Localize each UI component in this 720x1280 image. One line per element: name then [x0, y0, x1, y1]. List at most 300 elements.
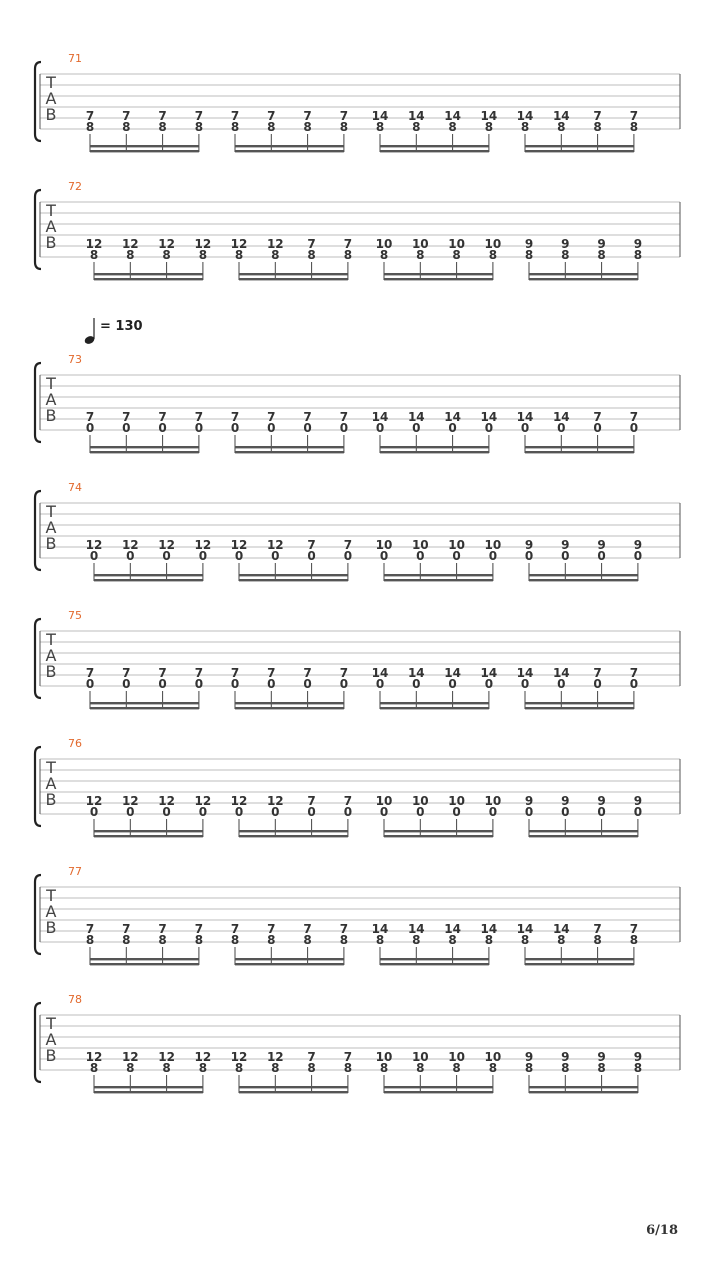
- tab-letter: A: [45, 1030, 57, 1049]
- fret-number: 0: [162, 549, 171, 563]
- fret-number: 12: [194, 1050, 212, 1064]
- fret-number: 0: [122, 677, 131, 691]
- fret-number: 0: [375, 677, 385, 691]
- fret-number: 9: [524, 237, 534, 251]
- fret-number: 0: [524, 805, 534, 819]
- beam: [94, 835, 203, 837]
- fret-number: 7: [303, 922, 312, 936]
- tab-system: [35, 481, 680, 581]
- fret-number: 14: [516, 922, 534, 936]
- fret-number: 8: [597, 248, 606, 262]
- fret-number: 8: [122, 120, 131, 134]
- beam: [239, 1086, 348, 1088]
- fret-number: 9: [597, 1050, 606, 1064]
- fret-number: 0: [561, 805, 570, 819]
- fret-number: 7: [85, 410, 95, 424]
- tab-letter: B: [45, 1046, 57, 1065]
- fret-number: 9: [633, 1050, 643, 1064]
- measure-number: 73: [68, 353, 82, 366]
- beam: [235, 446, 344, 448]
- fret-number: 0: [629, 677, 639, 691]
- measure-number: 78: [68, 993, 82, 1006]
- beam: [525, 150, 634, 152]
- fret-number: 8: [375, 933, 385, 947]
- fret-number: 7: [158, 666, 167, 680]
- beam: [90, 963, 199, 965]
- fret-number: 8: [339, 933, 349, 947]
- beam: [235, 451, 344, 453]
- beam: [90, 150, 199, 152]
- beam: [384, 278, 493, 280]
- fret-number: 0: [85, 421, 95, 435]
- fret-number: 7: [267, 666, 276, 680]
- fret-number: 7: [629, 922, 639, 936]
- fret-number: 7: [194, 922, 204, 936]
- tab-letter: A: [45, 902, 57, 921]
- fret-number: 0: [89, 549, 99, 563]
- fret-number: 9: [633, 794, 643, 808]
- beam: [235, 963, 344, 965]
- fret-number: 7: [158, 922, 167, 936]
- beam: [380, 451, 489, 453]
- tab-letter: B: [45, 918, 57, 937]
- fret-number: 7: [339, 666, 349, 680]
- fret-number: 8: [452, 1061, 461, 1075]
- fret-number: 0: [158, 677, 167, 691]
- fret-number: 12: [121, 538, 139, 552]
- fret-number: 0: [597, 805, 606, 819]
- fret-number: 7: [303, 109, 312, 123]
- fret-number: 12: [158, 538, 175, 552]
- tab-letter: B: [45, 406, 57, 425]
- tab-letter: T: [46, 630, 56, 649]
- tab-system: [35, 865, 680, 965]
- tab-letter: B: [45, 790, 57, 809]
- page-number: 6/18: [646, 1223, 678, 1238]
- fret-number: 7: [307, 538, 316, 552]
- tempo-marking: [83, 318, 142, 345]
- tab-letter: B: [45, 534, 57, 553]
- beam: [380, 150, 489, 152]
- fret-number: 0: [416, 549, 425, 563]
- fret-number: 9: [524, 794, 534, 808]
- fret-number: 12: [85, 237, 103, 251]
- fret-number: 14: [552, 109, 570, 123]
- fret-number: 0: [194, 421, 204, 435]
- fret-number: 8: [230, 933, 240, 947]
- fret-number: 0: [520, 677, 530, 691]
- fret-number: 8: [412, 120, 421, 134]
- fret-number: 0: [271, 805, 280, 819]
- fret-number: 8: [158, 120, 167, 134]
- fret-number: 7: [307, 237, 316, 251]
- tab-letter: A: [45, 89, 57, 108]
- tab-system: [35, 52, 680, 152]
- fret-number: 8: [303, 933, 312, 947]
- fret-number: 9: [561, 538, 570, 552]
- systems-layer: [35, 52, 680, 1093]
- fret-number: 0: [375, 421, 385, 435]
- fret-number: 9: [524, 1050, 534, 1064]
- beam: [380, 707, 489, 709]
- beam: [525, 446, 634, 448]
- fret-number: 7: [629, 109, 639, 123]
- fret-number: 8: [194, 933, 204, 947]
- fret-number: 7: [629, 410, 639, 424]
- fret-number: 8: [126, 1061, 135, 1075]
- beam: [94, 574, 203, 576]
- fret-number: 7: [194, 109, 204, 123]
- beam: [380, 958, 489, 960]
- fret-number: 12: [194, 794, 212, 808]
- fret-number: 8: [267, 933, 276, 947]
- beam: [380, 702, 489, 704]
- fret-number: 0: [557, 421, 566, 435]
- fret-number: 10: [411, 1050, 429, 1064]
- fret-number: 0: [234, 805, 244, 819]
- fret-number: 7: [303, 410, 312, 424]
- fret-number: 0: [343, 549, 353, 563]
- fret-number: 0: [339, 421, 349, 435]
- fret-number: 0: [561, 549, 570, 563]
- fret-number: 14: [407, 109, 425, 123]
- fret-number: 9: [633, 237, 643, 251]
- fret-number: 8: [520, 120, 530, 134]
- fret-number: 0: [524, 549, 534, 563]
- fret-number: 0: [593, 677, 602, 691]
- fret-number: 8: [448, 933, 457, 947]
- beam: [235, 707, 344, 709]
- fret-number: 8: [593, 120, 602, 134]
- fret-number: 7: [343, 237, 353, 251]
- fret-number: 8: [557, 120, 566, 134]
- fret-number: 9: [633, 538, 643, 552]
- fret-number: 14: [371, 922, 389, 936]
- fret-number: 7: [593, 666, 602, 680]
- tab-letter: B: [45, 105, 57, 124]
- fret-number: 14: [407, 922, 425, 936]
- fret-number: 0: [230, 677, 240, 691]
- fret-number: 8: [633, 248, 643, 262]
- fret-number: 8: [89, 248, 99, 262]
- fret-number: 14: [371, 109, 389, 123]
- fret-number: 0: [452, 549, 461, 563]
- fret-number: 8: [416, 1061, 425, 1075]
- beam: [239, 278, 348, 280]
- tab-letter: T: [46, 758, 56, 777]
- fret-number: 14: [444, 666, 461, 680]
- fret-number: 8: [126, 248, 135, 262]
- beam: [94, 273, 203, 275]
- tab-system: [35, 180, 680, 280]
- tab-letter: B: [45, 662, 57, 681]
- fret-number: 10: [375, 1050, 393, 1064]
- fret-number: 8: [488, 248, 498, 262]
- fret-number: 7: [230, 410, 240, 424]
- fret-number: 8: [234, 1061, 244, 1075]
- fret-number: 8: [271, 248, 280, 262]
- fret-number: 9: [561, 237, 570, 251]
- fret-number: 7: [85, 922, 95, 936]
- fret-number: 14: [444, 109, 461, 123]
- beam: [529, 830, 638, 832]
- fret-number: 8: [122, 933, 131, 947]
- fret-number: 0: [593, 421, 602, 435]
- beam: [239, 1091, 348, 1093]
- fret-number: 8: [448, 120, 457, 134]
- fret-number: 7: [593, 922, 602, 936]
- fret-number: 0: [597, 549, 606, 563]
- fret-number: 14: [444, 922, 461, 936]
- fret-number: 7: [158, 410, 167, 424]
- fret-number: 7: [267, 410, 276, 424]
- fret-number: 14: [407, 410, 425, 424]
- fret-number: 0: [198, 805, 208, 819]
- fret-number: 9: [597, 237, 606, 251]
- fret-number: 10: [375, 794, 393, 808]
- fret-number: 8: [234, 248, 244, 262]
- fret-number: 7: [85, 666, 95, 680]
- beam: [90, 145, 199, 147]
- fret-number: 12: [230, 538, 248, 552]
- fret-number: 7: [343, 1050, 353, 1064]
- fret-number: 0: [339, 677, 349, 691]
- fret-number: 12: [230, 1050, 248, 1064]
- tab-system: [35, 609, 680, 709]
- beam: [384, 273, 493, 275]
- fret-number: 8: [85, 120, 95, 134]
- fret-number: 12: [194, 237, 212, 251]
- fret-number: 7: [122, 109, 131, 123]
- fret-number: 8: [629, 933, 639, 947]
- tab-letter: A: [45, 518, 57, 537]
- beam: [380, 963, 489, 965]
- fret-number: 0: [85, 677, 95, 691]
- fret-number: 0: [307, 549, 316, 563]
- fret-number: 8: [162, 1061, 171, 1075]
- fret-number: 8: [379, 1061, 389, 1075]
- beam: [529, 273, 638, 275]
- beam: [529, 579, 638, 581]
- fret-number: 7: [339, 410, 349, 424]
- fret-number: 0: [89, 805, 99, 819]
- fret-number: 0: [484, 421, 494, 435]
- fret-number: 8: [307, 248, 316, 262]
- fret-number: 8: [629, 120, 639, 134]
- fret-number: 7: [194, 666, 204, 680]
- fret-number: 8: [416, 248, 425, 262]
- fret-number: 12: [121, 1050, 139, 1064]
- fret-number: 9: [561, 794, 570, 808]
- fret-number: 0: [633, 805, 643, 819]
- fret-number: 8: [633, 1061, 643, 1075]
- beam: [384, 579, 493, 581]
- fret-number: 10: [448, 794, 465, 808]
- fret-number: 8: [597, 1061, 606, 1075]
- fret-number: 0: [379, 549, 389, 563]
- beam: [239, 830, 348, 832]
- fret-number: 0: [488, 549, 498, 563]
- fret-number: 0: [126, 549, 135, 563]
- tab-letter: T: [46, 374, 56, 393]
- beam: [529, 835, 638, 837]
- fret-number: 0: [267, 677, 276, 691]
- tab-letter: B: [45, 233, 57, 252]
- measure-number: 71: [68, 52, 82, 65]
- tab-system: [35, 993, 680, 1093]
- fret-number: 8: [198, 248, 208, 262]
- fret-number: 7: [194, 410, 204, 424]
- tab-letter: T: [46, 73, 56, 92]
- fret-number: 7: [267, 109, 276, 123]
- fret-number: 8: [488, 1061, 498, 1075]
- fret-number: 0: [484, 677, 494, 691]
- fret-number: 7: [307, 1050, 316, 1064]
- fret-number: 14: [371, 410, 389, 424]
- fret-number: 7: [230, 922, 240, 936]
- fret-number: 8: [339, 120, 349, 134]
- fret-number: 10: [411, 794, 429, 808]
- tab-letter: T: [46, 886, 56, 905]
- fret-number: 14: [480, 109, 498, 123]
- fret-number: 0: [158, 421, 167, 435]
- fret-number: 8: [561, 1061, 570, 1075]
- fret-number: 12: [158, 794, 175, 808]
- fret-number: 10: [411, 237, 429, 251]
- fret-number: 0: [629, 421, 639, 435]
- fret-number: 7: [303, 666, 312, 680]
- fret-number: 8: [198, 1061, 208, 1075]
- fret-number: 12: [266, 538, 284, 552]
- fret-number: 0: [412, 677, 421, 691]
- fret-number: 10: [375, 237, 393, 251]
- tab-letter: A: [45, 774, 57, 793]
- fret-number: 12: [85, 538, 103, 552]
- tab-letter: T: [46, 502, 56, 521]
- fret-number: 8: [230, 120, 240, 134]
- fret-number: 7: [230, 109, 240, 123]
- beam: [525, 145, 634, 147]
- beam: [94, 1091, 203, 1093]
- beam: [235, 958, 344, 960]
- tab-letter: T: [46, 201, 56, 220]
- fret-number: 9: [597, 538, 606, 552]
- fret-number: 8: [194, 120, 204, 134]
- fret-number: 7: [343, 538, 353, 552]
- fret-number: 0: [162, 805, 171, 819]
- beam: [94, 579, 203, 581]
- fret-number: 8: [307, 1061, 316, 1075]
- fret-number: 12: [85, 1050, 103, 1064]
- fret-number: 14: [552, 666, 570, 680]
- beam: [525, 707, 634, 709]
- fret-number: 0: [343, 805, 353, 819]
- fret-number: 10: [484, 1050, 502, 1064]
- fret-number: 0: [379, 805, 389, 819]
- fret-number: 0: [303, 677, 312, 691]
- fret-number: 7: [122, 922, 131, 936]
- measure-number: 76: [68, 737, 82, 750]
- fret-number: 10: [484, 794, 502, 808]
- fret-number: 8: [158, 933, 167, 947]
- measure-number: 72: [68, 180, 82, 193]
- fret-number: 8: [520, 933, 530, 947]
- fret-number: 0: [412, 421, 421, 435]
- fret-number: 14: [552, 410, 570, 424]
- beam: [90, 702, 199, 704]
- fret-number: 14: [516, 109, 534, 123]
- fret-number: 0: [520, 421, 530, 435]
- beam: [384, 574, 493, 576]
- tab-letter: A: [45, 390, 57, 409]
- tab-letter: A: [45, 646, 57, 665]
- beam: [90, 451, 199, 453]
- beam: [384, 830, 493, 832]
- fret-number: 7: [230, 666, 240, 680]
- fret-number: 0: [557, 677, 566, 691]
- fret-number: 7: [122, 410, 131, 424]
- fret-number: 14: [371, 666, 389, 680]
- beam: [384, 1086, 493, 1088]
- fret-number: 12: [230, 237, 248, 251]
- fret-number: 8: [85, 933, 95, 947]
- beam: [529, 574, 638, 576]
- fret-number: 7: [343, 794, 353, 808]
- fret-number: 8: [561, 248, 570, 262]
- beam: [525, 958, 634, 960]
- fret-number: 8: [379, 248, 389, 262]
- fret-number: 0: [122, 421, 131, 435]
- fret-number: 8: [484, 933, 494, 947]
- beam: [239, 273, 348, 275]
- tempo-text: = 130: [100, 319, 143, 334]
- fret-number: 7: [339, 109, 349, 123]
- fret-number: 0: [488, 805, 498, 819]
- fret-number: 14: [480, 666, 498, 680]
- tab-letter: A: [45, 217, 57, 236]
- fret-number: 9: [597, 794, 606, 808]
- fret-number: 14: [516, 410, 534, 424]
- fret-number: 0: [416, 805, 425, 819]
- fret-number: 8: [484, 120, 494, 134]
- beam: [235, 702, 344, 704]
- tab-letter: T: [46, 1014, 56, 1033]
- fret-number: 12: [266, 237, 284, 251]
- fret-number: 8: [343, 248, 353, 262]
- beam: [529, 278, 638, 280]
- fret-number: 7: [593, 410, 602, 424]
- fret-number: 8: [343, 1061, 353, 1075]
- beam: [525, 963, 634, 965]
- beam: [90, 446, 199, 448]
- fret-number: 10: [448, 1050, 465, 1064]
- beam: [529, 1086, 638, 1088]
- beam: [384, 1091, 493, 1093]
- quarter-note-icon: [83, 318, 95, 345]
- beam: [94, 830, 203, 832]
- measure-number: 77: [68, 865, 82, 878]
- fret-number: 12: [158, 237, 175, 251]
- beam: [235, 150, 344, 152]
- beam: [94, 278, 203, 280]
- fret-number: 8: [271, 1061, 280, 1075]
- fret-number: 10: [484, 538, 502, 552]
- fret-number: 0: [234, 549, 244, 563]
- beam: [235, 145, 344, 147]
- fret-number: 12: [266, 794, 284, 808]
- fret-number: 10: [375, 538, 393, 552]
- fret-number: 7: [629, 666, 639, 680]
